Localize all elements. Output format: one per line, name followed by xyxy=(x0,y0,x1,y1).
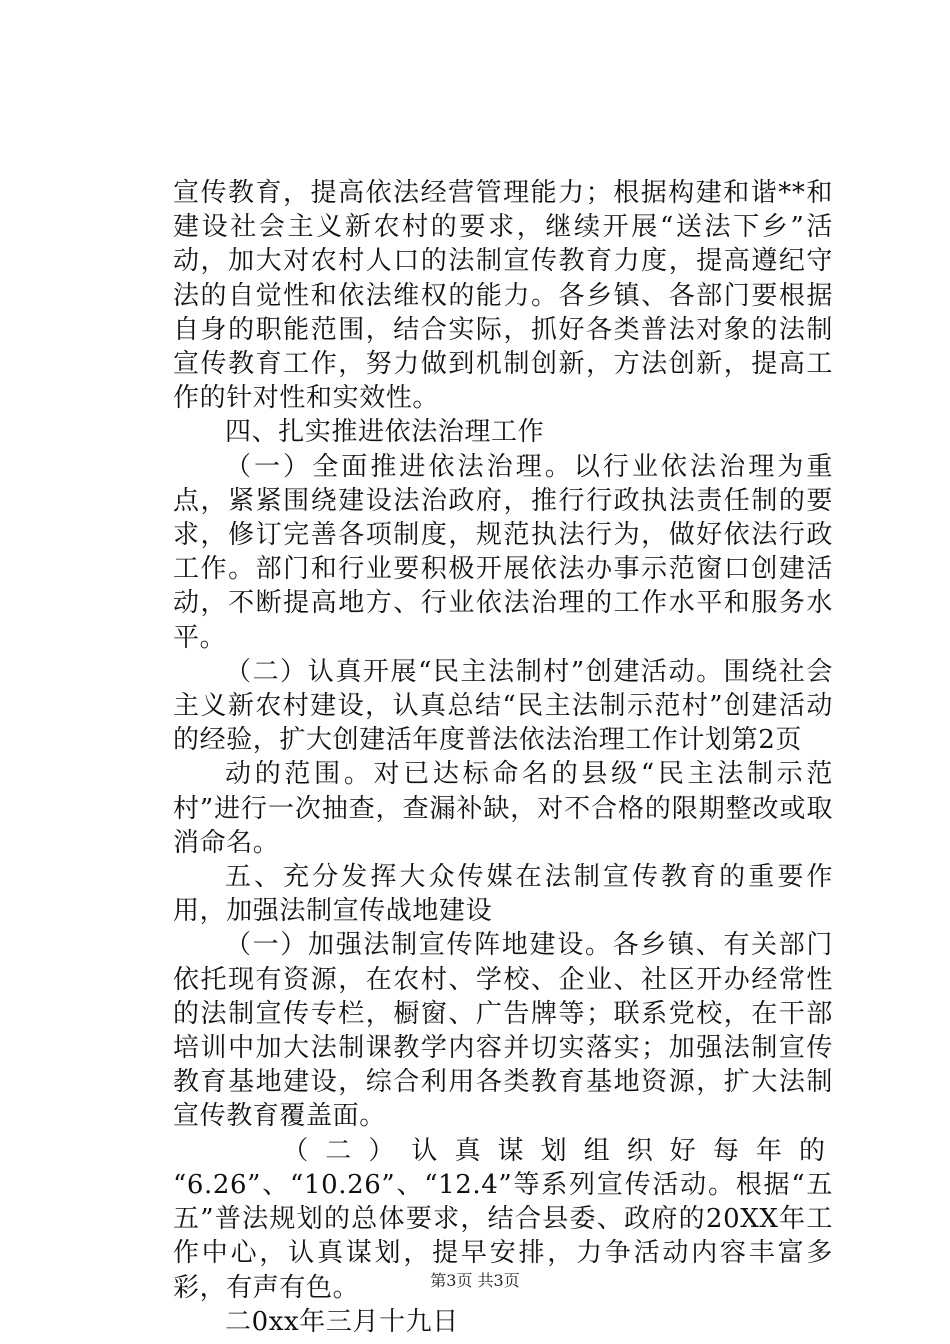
paragraph-media-2: “6.26”、“10.26”、“12.4”等系列宣传活动。根据“五五”普法规划的总体要求，结合县委、政府的20XX年工作中心，认真谋划，提早安排，力争活动内容丰富多彩，有声有色。 xyxy=(173,1169,833,1303)
document-date: 二0xx年三月十九日 xyxy=(225,1306,459,1337)
page-number-footer: 第3页 共3页 xyxy=(430,1271,520,1290)
document-body xyxy=(173,176,833,1339)
paragraph-media-1: （一）加强法制宣传阵地建设。各乡镇、有关部门依托现有资源，在农村、学校、企业、社区开办经常性的法制宣传专栏，橱窗、广告牌等；联系党校，在干部培训中加大法制课教学内容并切实落实；加强法制宣传教育基地建设，综合利用各类教育基地资源，扩大法制宣传教育覆盖面。 xyxy=(173,930,833,1132)
paragraph-media-2-head: （二）认真谋划组织好每年的 xyxy=(282,1135,833,1166)
paragraph-governance-2: （二）认真开展“民主法制村”创建活动。围绕社会主义新农村建设，认真总结“民主法制示范村”创建活动的经验，扩大创建活年度普法依法治理工作计划第2页 xyxy=(173,656,833,756)
paragraph-continuation: 宣传教育，提高依法经营管理能力；根据构建和谐**和建设社会主义新农村的要求，继续开展“送法下乡”活动，加大对农村人口的法制宣传教育力度，提高遵纪守法的自觉性和依法维权的能力。各乡镇、各部门要根据自身的职能范围，结合实际，抓好各类普法对象的法制宣传教育工作，努力做到机制创新，方法创新，提高工作的针对性和实效性。 xyxy=(173,178,833,414)
paragraph-governance-1: （一）全面推进依法治理。以行业依法治理为重点，紧紧围绕建设法治政府，推行行政执法责任制的要求，修订完善各项制度，规范执法行为，做好依法行政工作。部门和行业要积极开展依法办事示范窗口创建活动，不断提高地方、行业依法治理的工作水平和服务水平。 xyxy=(173,451,833,653)
section-heading-4: 四、扎实推进依法治理工作 xyxy=(225,417,545,448)
paragraph-governance-2-cont: 动的范围。对已达标命名的县级“民主法制示范村”进行一次抽查，查漏补缺，对不合格的限期整改或取消命名。 xyxy=(173,759,833,858)
section-heading-5: 五、充分发挥大众传媒在法制宣传教育的重要作用，加强法制宣传战地建设 xyxy=(173,862,833,927)
